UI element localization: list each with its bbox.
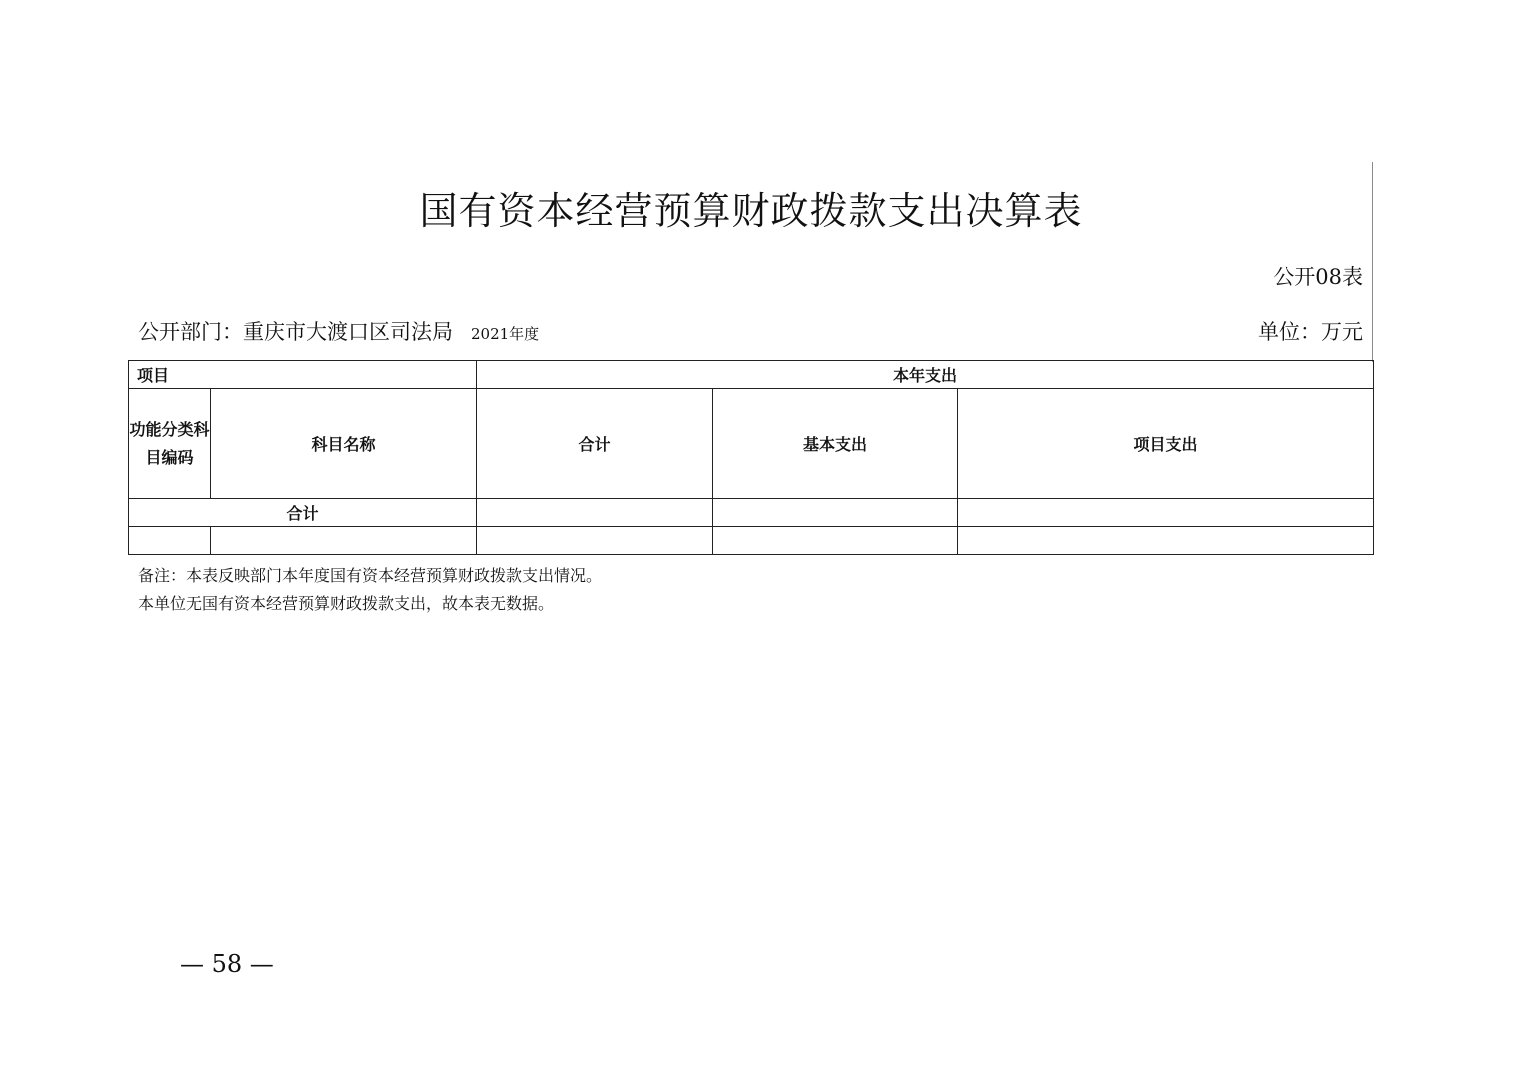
table-cell bbox=[211, 527, 477, 555]
total-value-total bbox=[477, 499, 713, 527]
column-header-project: 项目支出 bbox=[958, 389, 1374, 499]
page-number: — 58 — bbox=[180, 950, 274, 978]
total-value-project bbox=[958, 499, 1374, 527]
header-item: 项目 bbox=[129, 361, 477, 389]
column-header-code: 功能分类科目编码 bbox=[129, 389, 211, 499]
page-title: 国有资本经营预算财政拨款支出决算表 bbox=[419, 189, 1083, 233]
currency-unit: 单位：万元 bbox=[1258, 320, 1363, 344]
table-cell bbox=[477, 527, 713, 555]
table-cell bbox=[958, 527, 1374, 555]
table-header-row bbox=[129, 361, 1374, 389]
column-header-basic: 基本支出 bbox=[713, 389, 958, 499]
fiscal-year: 2021年度 bbox=[471, 325, 540, 343]
note-line-2: 本单位无国有资本经营预算财政拨款支出，故本表无数据。 bbox=[138, 594, 555, 613]
table-subheader-row bbox=[129, 389, 1374, 499]
expenditure-table bbox=[128, 360, 1374, 555]
table-cell bbox=[129, 527, 211, 555]
column-header-total: 合计 bbox=[477, 389, 713, 499]
table-row bbox=[129, 527, 1374, 555]
department-label: 公开部门：重庆市大渡口区司法局 bbox=[138, 320, 453, 344]
table-cell bbox=[713, 527, 958, 555]
form-number: 公开08表 bbox=[1273, 265, 1363, 289]
total-value-basic bbox=[713, 499, 958, 527]
total-row-label: 合计 bbox=[129, 499, 477, 527]
column-header-name: 科目名称 bbox=[211, 389, 477, 499]
department-info bbox=[138, 316, 539, 346]
note-line-1: 备注：本表反映部门本年度国有资本经营预算财政拨款支出情况。 bbox=[138, 566, 603, 585]
table-total-row bbox=[129, 499, 1374, 527]
header-current-year: 本年支出 bbox=[477, 361, 1374, 389]
